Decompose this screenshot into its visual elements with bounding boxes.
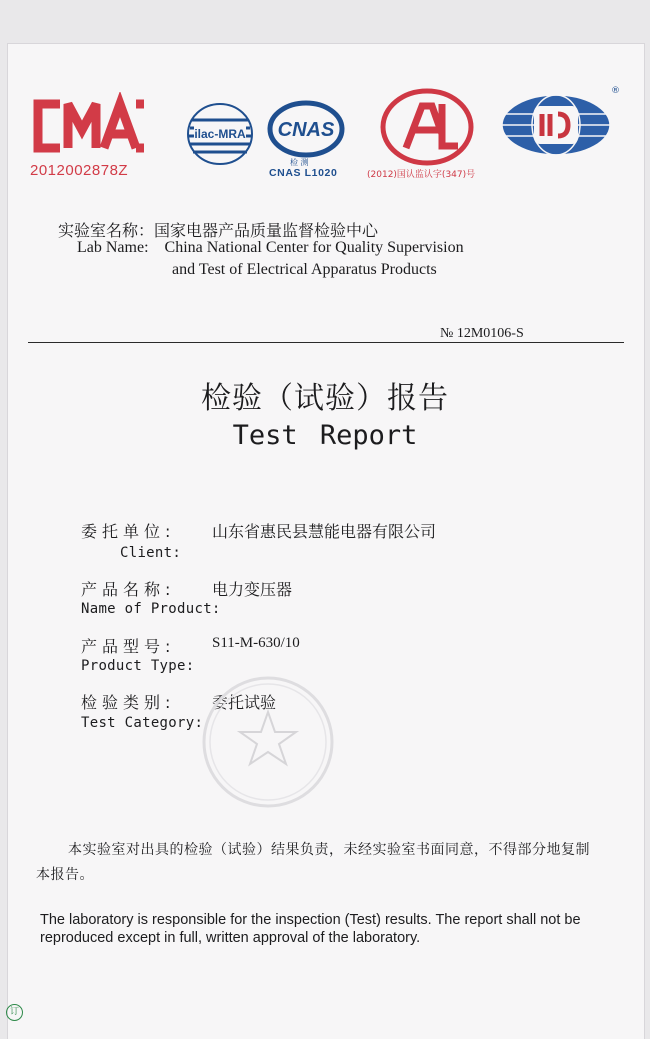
registered-mark: ®	[611, 86, 620, 96]
lab-name-en-label: Lab Name:	[77, 239, 149, 256]
lab-name-en	[77, 239, 464, 257]
cma-code: 2012002878Z	[30, 162, 129, 179]
cnas-logo	[266, 100, 346, 158]
lab-name-en-line2: and Test of Electrical Apparatus Products	[172, 261, 437, 278]
product-type-value: S11-M-630/10	[212, 635, 300, 651]
product-name-label-cn: 产品名称:	[81, 580, 176, 599]
cma-logo	[30, 92, 150, 162]
test-category-label-en: Test Category:	[81, 715, 204, 731]
cal-code: (2012)国认监认字(347)号	[367, 170, 476, 180]
binding-mark: 订	[6, 1004, 23, 1021]
divider	[28, 342, 624, 343]
notice-en: The laboratory is responsible for the inspection (Test) results. The report shall not be reproduced except in full, written approval of the laboratory.	[40, 912, 581, 946]
report-title-cn: 检验（试验）报告	[201, 381, 449, 416]
lab-name-cn-value: 国家电器产品质量监督检验中心	[154, 221, 379, 240]
client-label-cn: 委托单位:	[81, 522, 176, 541]
cnas-code: CNAS L1020	[269, 167, 338, 179]
lab-name-cn	[58, 218, 378, 241]
test-category-label-cn: 检验类别:	[81, 693, 176, 712]
client-label-en: Client:	[120, 545, 182, 561]
product-name-label-en: Name of Product:	[81, 601, 221, 617]
product-type-label-cn: 产品型号:	[81, 637, 176, 656]
client-value: 山东省惠民县慧能电器有限公司	[212, 522, 437, 541]
product-type-label-en: Product Type:	[81, 658, 195, 674]
lab-name-en-line1: China National Center for Quality Supervision	[164, 239, 464, 256]
lab-name-cn-label: 实验室名称：	[58, 221, 155, 240]
svg-text:ilac-MRA: ilac-MRA	[194, 127, 246, 141]
embossed-seal	[198, 672, 338, 812]
notice-cn: 本实验室对出具的检验（试验）结果负责，未经实验室书面同意，不得部分地复制本报告。	[36, 842, 590, 883]
report-number: № 12M0106-S	[440, 326, 524, 341]
ilac-mra-logo	[182, 98, 258, 170]
svg-text:CNAS: CNAS	[277, 119, 335, 141]
cal-logo	[378, 86, 476, 168]
report-title-en: Test Report	[232, 420, 418, 451]
cnas-test-label: 检 测	[290, 158, 309, 167]
test-category-value: 委托试验	[212, 693, 277, 712]
product-name-value: 电力变压器	[212, 580, 293, 599]
cqc-logo	[498, 92, 614, 158]
